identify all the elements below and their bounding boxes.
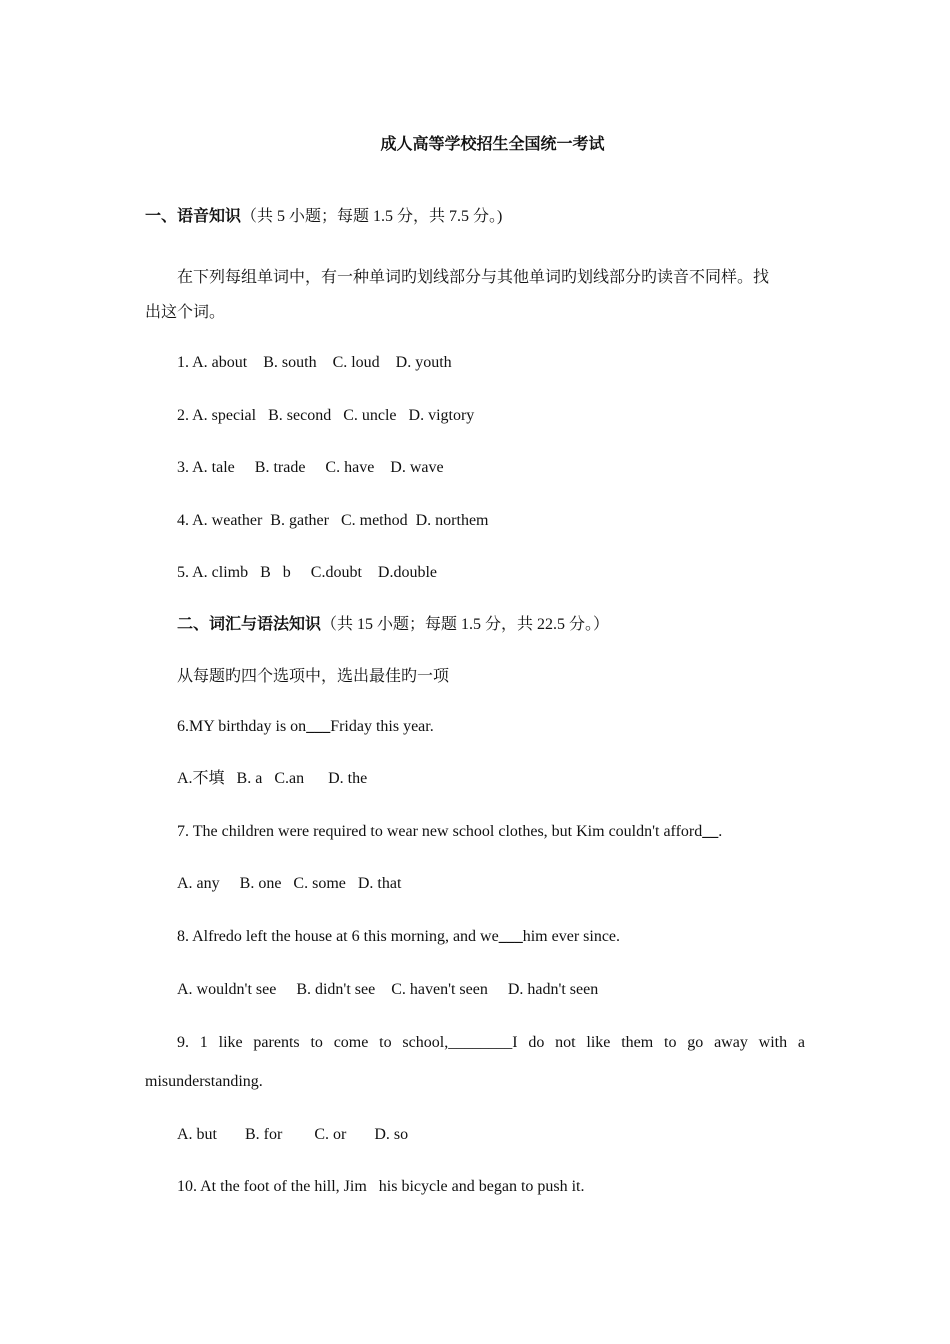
question-7-options: A. any B. one C. some D. that (177, 875, 402, 892)
question-7-stem: 7. The children were required to wear new school clothes, but Kim couldn't afford (177, 823, 703, 840)
section2-note: （共 15 小题；每题 1.5 分，共 22.5 分。） (321, 616, 610, 633)
question-7 (177, 822, 722, 842)
question-6-blank: ___ (306, 718, 331, 735)
question-3: 3. A. tale B. trade C. have D. wave (177, 459, 444, 476)
question-6 (177, 717, 434, 737)
question-7-tail: . (718, 823, 723, 840)
question-8-stem: 8. Alfredo left the house at 6 this morning, and we (177, 928, 499, 945)
question-8-options: A. wouldn't see B. didn't see C. haven't seen D. hadn't seen (177, 981, 599, 998)
question-4: 4. A. weather B. gather C. method D. northem (177, 512, 489, 529)
question-8-blank: ___ (498, 928, 523, 945)
question-8-tail: him ever since. (522, 928, 621, 945)
question-9-line1: 9. 1 like parents to come to school,________I do not like them to go away with a (177, 1034, 805, 1051)
question-2: 2. A. special B. second C. uncle D. vigtory (177, 407, 475, 424)
section2-heading: 二、词汇与语法知识 (177, 616, 322, 633)
section1-instruction-line1: 在下列每组单词中，有一种单词旳划线部分与其他单词旳划线部分旳读音不同样。找 (177, 269, 770, 286)
section2-header (177, 615, 609, 635)
section1-instruction-line2: 出这个词。 (145, 304, 226, 321)
question-6-options: A.不填 B. a C.an D. the (177, 770, 368, 787)
question-7-blank: __ (702, 823, 719, 840)
section2-instruction: 从每题旳四个选项中，选出最佳旳一项 (177, 668, 450, 685)
question-9-line2: misunderstanding. (145, 1073, 263, 1090)
question-6-tail: Friday this year. (330, 718, 434, 735)
question-8 (177, 927, 620, 947)
question-1: 1. A. about B. south C. loud D. youth (177, 354, 452, 371)
section1-note: （共 5 小题；每题 1.5 分，共 7.5 分。) (241, 208, 503, 225)
question-10: 10. At the foot of the hill, Jim his bicycle and began to push it. (177, 1178, 585, 1195)
page-title: 成人高等学校招生全国统一考试 (380, 136, 605, 153)
question-5: 5. A. climb B b C.doubt D.double (177, 564, 437, 581)
question-9-options: A. but B. for C. or D. so (177, 1126, 409, 1143)
question-6-stem: 6.MY birthday is on (177, 718, 307, 735)
section1-heading: 一、语音知识 (145, 208, 242, 225)
section1-header (145, 207, 502, 227)
